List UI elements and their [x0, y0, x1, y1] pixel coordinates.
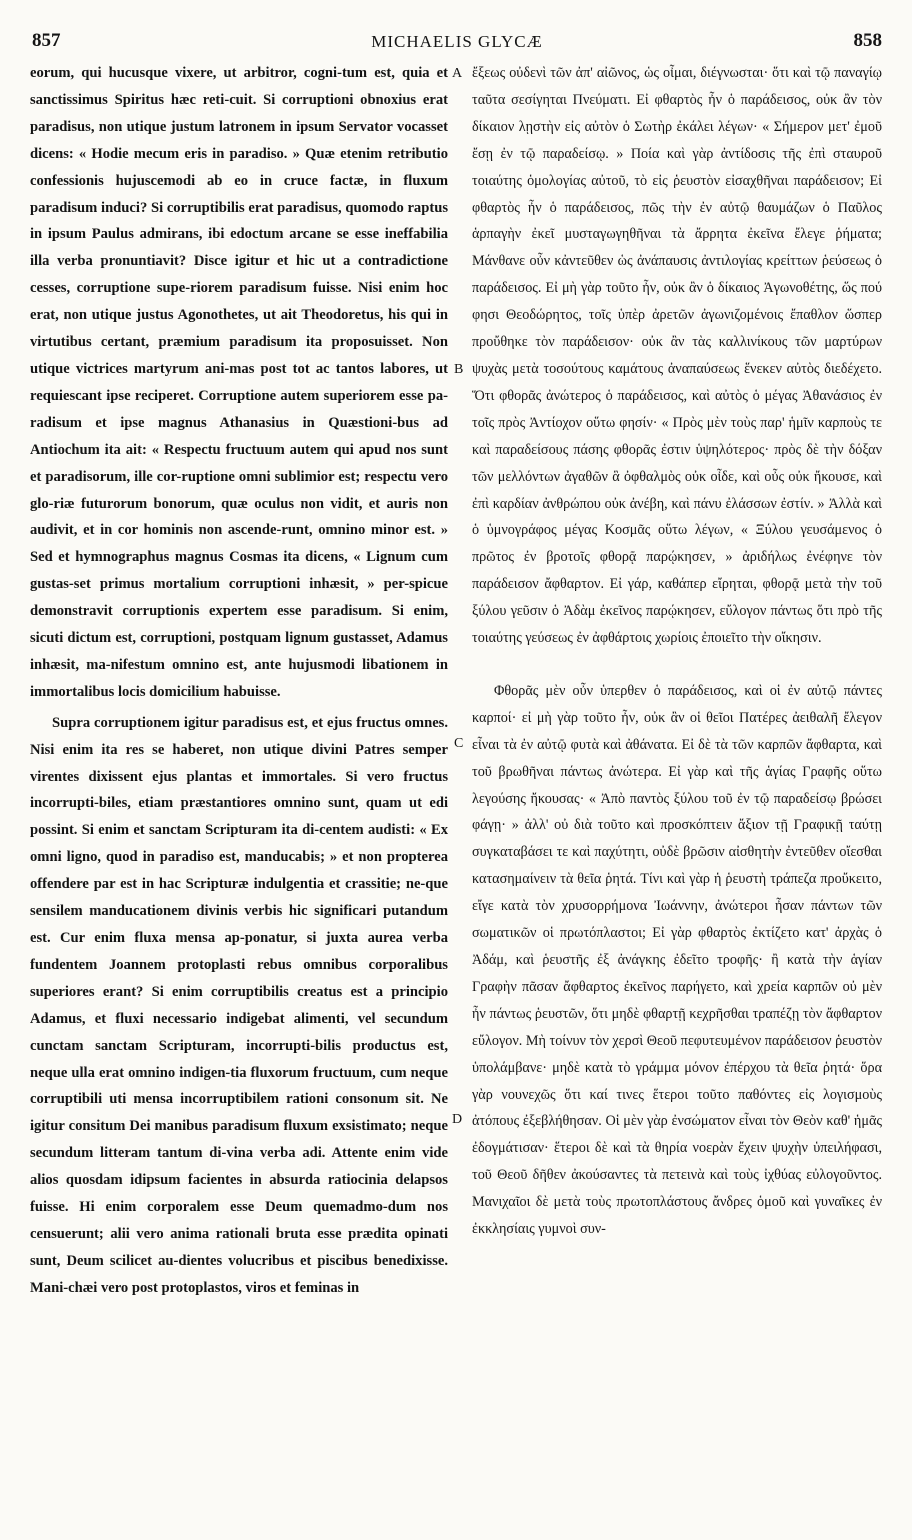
- greek-column: [472, 60, 882, 1243]
- margin-letter-c: C: [454, 736, 464, 751]
- greek-paragraph: Φθορᾶς μὲν οὖν ὑπερθεν ὁ παράδεισος, καὶ οἱ ἐν αὐτῷ πάντες καρποί· εἰ μὴ γὰρ τοῦτο ἦν, οὐκ ἂν οἱ θεῖοι Πατέρες ἀειθαλῆ ἔλεγον εἶναι τὰ ἐν αὐτῷ φυτὰ καὶ ἀθάνατα. Εἰ δὲ τὰ τῶν καρπῶν ἄφθαρτα, καὶ τοῦ βρωθῆναι πάντως ἀνώτερα. Εἰ γὰρ καὶ τῆς ἁγίας Γραφῆς οὕτω λεγούσης ἤκουσας· « Ἀπὸ παντὸς ξύλου τοῦ ἐν τῷ παραδείσῳ βρώσει φάγῃ· » ἀλλ' οὐ διὰ τοῦτο καὶ προσκόπτειν ἄξιον τῇ Γραφικῇ ταύτῃ συγκαταβάσει τε καὶ παχύτητι, οὐδὲ βρῶσιν αἰσθητὴν ἐντεῦθεν οἴεσθαι κατασημαίνειν τὰ θεῖα ῥητά. Τίνι καὶ γὰρ ἡ ῥευστὴ τράπεζα προὔκειτο, εἴγε κατὰ τὸν χρυσορρήμονα Ἰωάννην, ἀνώτεροι ἦσαν πάντων τῶν σωματικῶν οἱ πρωτόπλαστοι; Εἰ γὰρ φθαρτὸς ἐκτίζετο κατ' ἀρχὰς ὁ Ἀδάμ, καὶ ῥευστῆς ἐξ ἀνάγκης ἐδεῖτο τροφῆς· ἢ κατὰ τὴν ἁγίαν Γραφὴν πᾶσαν ἄφθαρτος ἐκεῖνος παρήγετο, καὶ χρεία καρπῶν οὐ μὲν ἦν πάντως ῥευστῶν, ὅτι μηδὲ φθαρτῇ κεχρῆσθαι τραπέζῃ τὸν ἄφθαρτον εὔλογον. Μὴ τοίνυν τὸν χερσὶ Θεοῦ πεφυτευμένον παράδεισον ῥευστὸν ὑπολάμβανε· μηδὲ κατὰ τὸ γράμμα μόνον ἐπέρχου τὰ θεῖα ῥητά· ὅρα γὰρ νουνεχῶς ὅτι καί τινες ἕτεροι τοῦτο παθόντες εἰς λογισμοὺς ἀτόπους ἐξεβλήθησαν. Οἱ μὲν γὰρ ἐνσώματον εἶναι τὸν Θεὸν καθ' ἡμᾶς ἐδογμάτισαν· ἕτεροι δὲ καὶ τὰ θηρία νοερὰν ἔχειν ψυχὴν ὑπειλήφασι, τοῦ Θεοῦ δῆθεν ἀκούσαντες τὰ πετεινὰ καὶ τοὺς ἰχθύας εὐλογοῦντος. Μανιχαῖοι δὲ μετὰ τοὺς πρωτοπλάστους ἄνδρες ὁμοῦ καὶ γυναῖκες ἐν ἐκκλησίαις γυμνοὶ συν-: [472, 682, 882, 1238]
- greek-paragraph: ἔξεως οὐδενὶ τῶν ἀπ' αἰῶνος, ὡς οἶμαι, διέγνωσται· ὅτι καὶ τῷ παναγίῳ ταῦτα σεσίγηται Πνεύματι. Εἰ φθαρτὸς ἦν ὁ παράδεισος, οὐκ ἂν τὸν δίκαιον λῃστὴν εἰς αὐτὸν ὁ Σωτὴρ ἐκάλει λέγων· « Σήμερον μετ' ἐμοῦ ἔσῃ ἐν τῷ παραδείσῳ. » Ποία καὶ γὰρ ἀντίδοσις τῆς ἐπὶ σταυροῦ τοιαύτης ὁμολογίας αὐτοῦ, τὸ εἰς ῥευστὸν εἰσαχθῆναι παράδεισον; Εἰ φθαρτὸς ἦν ὁ παράδεισος, πῶς τὴν ἐν αὐτῷ θαυμάζων ὁ Παῦλος ἁρπαγὴν ἐκεῖ μυσταγωγηθῆναι τὰ ἄρρητα ἐκεῖνα ἔλεγε ῥήματα; Μάνθανε οὖν κἀντεῦθεν ὡς ἀνάπαυσις ἀντιλογίας κρείττων ῥεύσεως ὁ παράδεισος. Εἰ μὴ γὰρ τοῦτο ἦν, οὐκ ἂν ὁ δίκαιος Ἀγωνοθέτης, ὥς πού φησι Θεοδώρητος, τοῖς ὑπὲρ ἀρετῶν ἀγωνιζομένοις ἔπαθλον ὥσπερ προὔθηκε τὸν παράδεισον· οὐκ ἂν τὰς καλλινίκους τῶν μαρτύρων ψυχὰς μετὰ τοσούτους καμάτους ἀναπαύσεως ἕνεκεν αὐτὸς διεδέχετο. Ὅτι φθορᾶς ἀνώτερος ὁ παράδεισος, καὶ αὐτὸς ὁ μέγας Ἀθανάσιος ἐν τοῖς πρὸς Ἀντίοχον οὕτω φησίν· « Πρὸς μὲν τοὺς παρ' ἡμῖν καρποὺς τε καὶ παραδείσους πάσης φθορᾶς ἐστιν ὑψηλότερος· πρὸς δὲ τὴν δόξαν τῶν μελλόντων ἀγαθῶν ἃ ὀφθαλμὸς οὐκ οἶδε, καὶ οὖς οὐκ ἤκουσε, καὶ ἐπὶ καρδίαν ἀνθρώπου οὐκ ἀνέβη, καὶ πάνυ ἐλάσσων ἐστίν. » Ἀλλὰ καὶ ὁ ὑμνογράφος μέγας Κοσμᾶς οὕτω λέγων, « Ξύλου γευσάμενος ὁ πρῶτος ἐν βροτοῖς φθορᾷ παρῴκησεν, » ἀριδήλως ἐνέφηνε τὸν παράδεισον ἄφθαρτον. Εἰ γάρ, καθάπερ εἴρηται, φθορᾷ μετὰ τὴν τοῦ ξύλου γεῦσιν ὁ Ἀδὰμ ἐκεῖνος παρῴκησεν, εὔλογον πάντως ὅτι πρὸ τῆς τοιαύτης γεύσεως ἐν ἀφθάρτοις χωρίοις ἐποιεῖτο τὴν οἴκησιν.: [472, 65, 882, 647]
- margin-letter-a: A: [452, 66, 463, 81]
- latin-paragraph: Supra corruptionem igitur paradisus est, et ejus fructus omnes. Nisi enim ita res se haberet, non utique divini Patres semper virentes dixissent ejus plantas et immortales. Si vero fructus incorrupti-biles, etiam præstantiores omnino sunt, quam ut edi possint. Si enim et sanctam Scripturam ita di-centem audisti: « Ex omni ligno, quod in paradiso est, manducabis; » et non propterea offendere par est in hac Scripturæ indulgentia et crassitie; ne-que sensilem manducationem divinis verbis hic significari putandum est. Cur enim fluxa mensa ap-ponatur, si juxta aurea verba fundentem Joannem protoplasti rebus omnibus corporalibus superiores erant? Si enim corruptibilis creatus est a principio Adamus, et fluxi necessario indigebat alimenti, vel secundum cunctam sanctam Scripturam, incorrupti-bilis productus est, neque ulla erat omnino indigen-tia fluxorum fructuum, cum neque corruptibili uti mensa incorruptibilem rationi consonum sit. Ne igitur consitum Dei manibus paradisum fluxum exsistimato; neque secundum litteram tantum di-vina verba adi. Attente enim vide alios quosdam idipsum facientes in absurda ratiocinia delapsos fuisse. Hi enim corporalem esse Deum quemadmo-dum nos censuerunt; alii vero anima rationali bruta esse prædita opinati sunt, Deum scilicet au-dientes volucribus et piscibus benedixisse. Mani-chæi vero post protoplastos, viros et feminas in: [30, 714, 448, 1296]
- page-header: [32, 30, 882, 60]
- running-title: MICHAELIS GLYCÆ: [371, 32, 543, 51]
- margin-letter-d: D: [452, 1112, 463, 1127]
- latin-column: [30, 60, 448, 1302]
- latin-paragraph: eorum, qui hucusque vixere, ut arbitror, cogni-tum est, quia et sanctissimus Spiritus hæc reti-cuit. Si corruptioni obnoxius erat paradisus, non utique justum latronem in ipsum Servator vocasset dicens: « Hodie mecum eris in paradiso. » Quæ etenim retributio confessionis hujuscemodi ab eo in cruce factæ, in fluxum paradisum induci? Si corruptibilis erat paradisus, quomodo raptus in ipsum Paulus admirans, ibi edoctum arcane se esse ineffabilia illa verba pronuntiavit? Disce igitur et hic ut a contradictione cesses, corruptione supe-riorem paradisum fuisse. Nisi enim hoc erat, non utique justus Agonothetes, ut ait Theodoretus, his qui in virtutibus certant, præmium paradisum ita proposuisset. Non utique victrices martyrum ani-mas post tot ac tantos labores, ut requiescant ipse reciperet. Corruptione autem superiorem esse pa-radisum et ipse magnus Athanasius in Quæstioni-bus ad Antiochum ita ait: « Respectu fructuum autem qui apud nos sunt et paradisorum, ille cor-ruptione omni sublimior est; respectu vero glo-riæ futurorum bonorum, quæ oculus non vidit, et auris non audivit, et in cor hominis non ascende-runt, omnino minor est. » Sed et hymnographus magnus Cosmas ita dicens, « Lignum cum gustas-set primus mortalium corruptioni inhæsit, » per-spicue demonstravit corruptionis expertem esse paradisum. Si enim, sicuti dictum est, corruptioni, postquam lignum gustasset, Adamus inhæsit, ma-nifestum omnino est, ante hujusmodi libationem in immortalibus locis domicilium habuisse.: [30, 65, 448, 700]
- margin-letter-b: B: [454, 362, 464, 377]
- page-number-right: 858: [853, 30, 882, 51]
- page-number-left: 857: [32, 30, 61, 51]
